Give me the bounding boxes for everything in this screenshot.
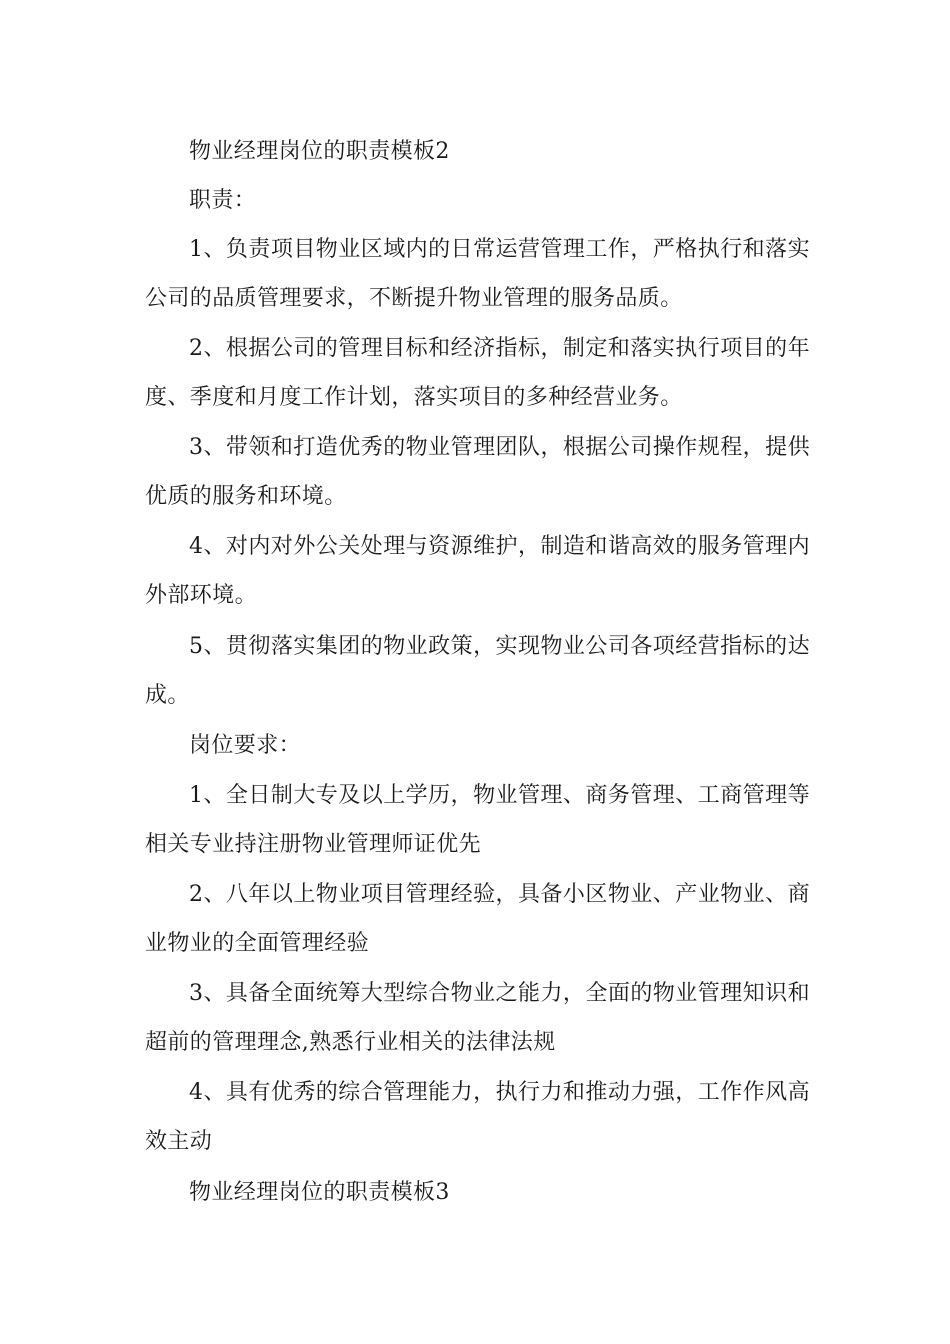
duties-label: 职责： — [189, 188, 257, 213]
requirement-item-1: 1、全日制大专及以上学历，物业管理、商务管理、工商管理等相关专业持注册物业管理师证优先 — [145, 783, 810, 857]
requirement-item-4: 4、具有优秀的综合管理能力，执行力和推动力强，工作作风高效主动 — [145, 1080, 810, 1154]
duty-item-2: 2、根据公司的管理目标和经济指标，制定和落实执行项目的年度、季度和月度工作计划，落实项目的多种经营业务。 — [145, 336, 810, 410]
duty-item-1: 1、负责项目物业区域内的日常运营管理工作，严格执行和落实公司的品质管理要求，不断提升物业管理的服务品质。 — [145, 237, 810, 311]
duty-item-4: 4、对内对外公关处理与资源维护，制造和谐高效的服务管理内外部环境。 — [145, 534, 810, 608]
duty-item-5: 5、贯彻落实集团的物业政策，实现物业公司各项经营指标的达成。 — [145, 634, 810, 708]
duty-item-3: 3、带领和打造优秀的物业管理团队，根据公司操作规程，提供优质的服务和环境。 — [145, 435, 810, 509]
requirements-label: 岗位要求： — [189, 733, 302, 758]
section-heading-template-3: 物业经理岗位的职责模板3 — [189, 1180, 450, 1205]
section-heading-template-2: 物业经理岗位的职责模板2 — [189, 139, 450, 164]
requirement-item-3: 3、具备全面统筹大型综合物业之能力，全面的物业管理知识和超前的管理理念,熟悉行业相关的法律法规 — [145, 981, 810, 1055]
requirement-item-2: 2、八年以上物业项目管理经验，具备小区物业、产业物业、商业物业的全面管理经验 — [145, 882, 810, 956]
